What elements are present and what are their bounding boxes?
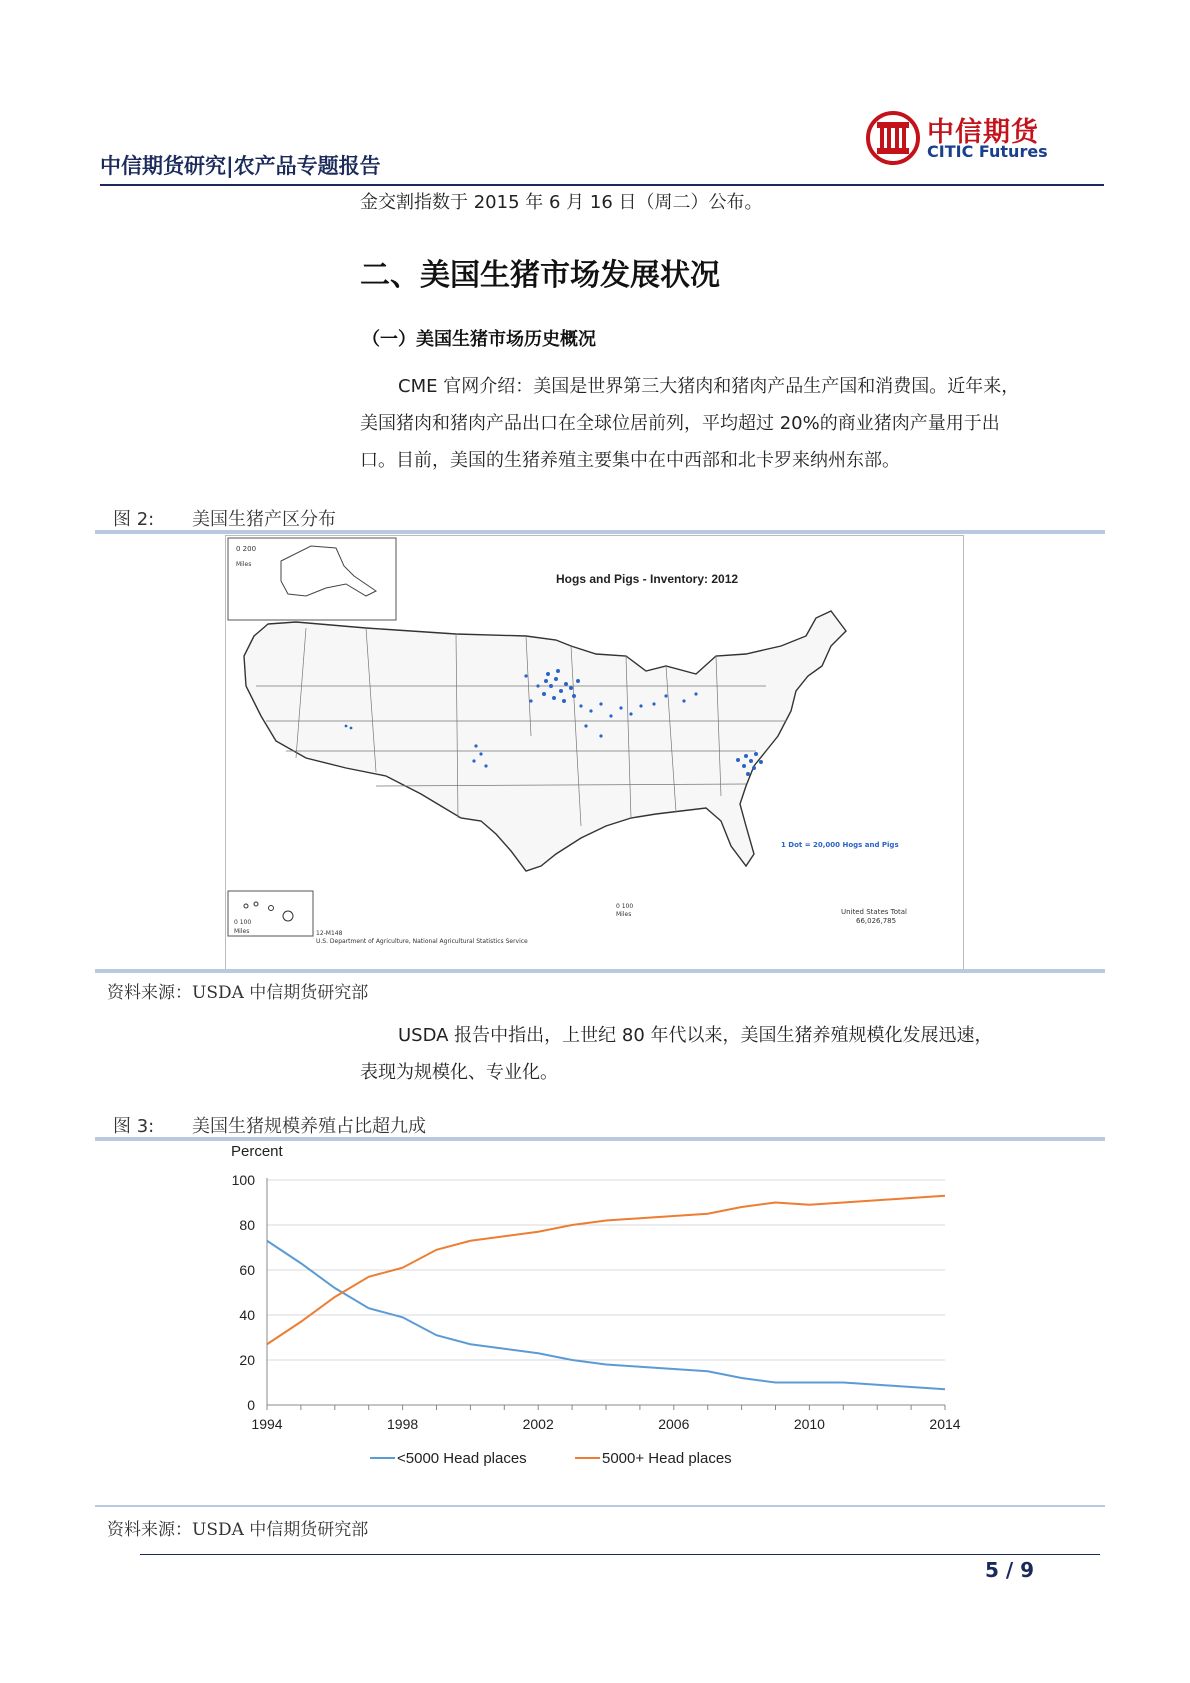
paragraph-2-line-1: USDA 报告中指出，上世纪 80 年代以来，美国生猪养殖规模化发展迅速， [398, 1025, 993, 1046]
x-tick-1994: 1994 [251, 1416, 283, 1432]
main-scale: 0 100 [616, 903, 634, 910]
map-title: Hogs and Pigs - Inventory: 2012 [556, 572, 739, 586]
us-hog-map [225, 535, 964, 970]
hawaii-shape [283, 911, 293, 921]
x-tick-1998: 1998 [387, 1416, 419, 1432]
paragraph-1-line-2: 美国猪肉和猪肉产品出口在全球位居前列，平均超过 20%的商业猪肉产量用于出 [360, 413, 1000, 434]
subsection-title: （一）美国生猪市场历史概况 [362, 329, 596, 350]
figure-2-top-rule [95, 530, 1105, 534]
paragraph-1-line-1: CME 官网介绍：美国是世界第三大猪肉和猪肉产品生产国和消费国。近年来， [398, 376, 1020, 397]
x-tick-2002: 2002 [522, 1416, 554, 1432]
total-label: United States Total [841, 908, 907, 916]
citic-logo [865, 110, 1065, 170]
contiguous-us-outline [244, 611, 846, 871]
logo-english-text: CITIC Futures [927, 142, 1048, 161]
intro-line: 金交割指数于 2015 年 6 月 16 日（周二）公布。 [360, 192, 763, 213]
hawaii-scale: 0 100 [234, 919, 252, 926]
us-hog-map-graphic [226, 536, 963, 969]
paragraph-1-line-3: 口。目前，美国的生猪养殖主要集中在中西部和北卡罗来纳州东部。 [360, 450, 900, 471]
y-tick-20: 20 [239, 1352, 255, 1368]
figure-2-bottom-rule [95, 969, 1105, 973]
section-title: 二、美国生猪市场发展状况 [360, 258, 720, 293]
chart-ylabel: Percent [231, 1143, 283, 1160]
page-number: 5 / 9 [985, 1558, 1035, 1582]
legend-label-1: 5000+ Head places [602, 1450, 732, 1467]
figure-3-bottom-rule [95, 1505, 1105, 1507]
scale-share-chart-svg [225, 1140, 965, 1500]
figure-2-label: 图 2: [113, 509, 155, 530]
x-tick-2006: 2006 [658, 1416, 690, 1432]
scale-share-chart [225, 1140, 965, 1500]
legend-label-0: <5000 Head places [397, 1450, 527, 1467]
hawaii-miles: Miles [234, 928, 250, 935]
x-tick-2014: 2014 [929, 1416, 961, 1432]
y-tick-40: 40 [239, 1307, 255, 1323]
y-tick-100: 100 [231, 1172, 255, 1188]
figure-2-caption: 美国生猪产区分布 [192, 509, 336, 530]
figure-3-source: 资料来源：USDA 中信期货研究部 [107, 1520, 369, 1540]
total-value: 66,026,785 [856, 917, 897, 925]
citic-logo-icon [865, 110, 921, 166]
main-miles: Miles [616, 911, 632, 918]
map-code: 12-M148 [316, 930, 343, 937]
alaska-miles: Miles [236, 561, 252, 568]
logo-chinese-text: 中信期货 [927, 117, 1039, 148]
y-tick-80: 80 [239, 1217, 255, 1233]
figure-2-source: 资料来源：USDA 中信期货研究部 [107, 983, 369, 1003]
figure-3-label: 图 3: [113, 1116, 155, 1137]
paragraph-2-line-2: 表现为规模化、专业化。 [360, 1062, 558, 1083]
alaska-scale: 0 200 [236, 545, 257, 553]
map-legend: 1 Dot = 20,000 Hogs and Pigs [781, 841, 899, 849]
y-tick-0: 0 [247, 1397, 255, 1413]
footer-rule [140, 1554, 1100, 1555]
map-agency: U.S. Department of Agriculture, National Agricultural Statistics Service [316, 938, 528, 945]
figure-3-caption: 美国生猪规模养殖占比超九成 [192, 1116, 426, 1137]
y-tick-60: 60 [239, 1262, 255, 1278]
report-header-title: 中信期货研究|农产品专题报告 [100, 154, 381, 178]
x-tick-2010: 2010 [793, 1416, 825, 1432]
